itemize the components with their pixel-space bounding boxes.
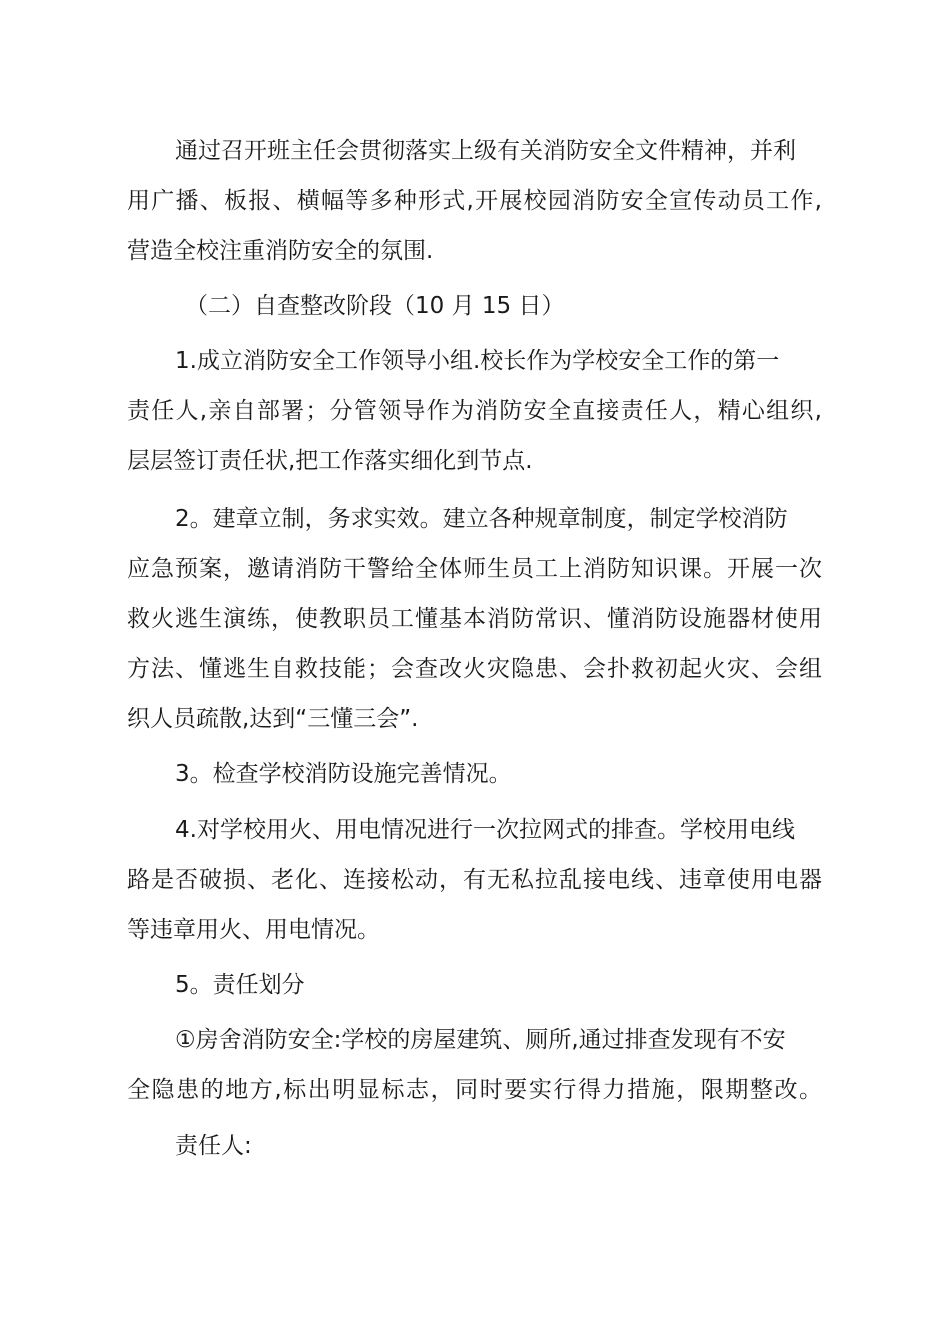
item-2-line-4: 方法、懂逃生自救技能；会查改火灾隐患、会扑救初起火灾、会组 (127, 656, 822, 682)
responsible-person-label: 责任人: (175, 1133, 252, 1159)
item-2-line-2: 应急预案，邀请消防干警给全体师生员工上消防知识课。开展一次 (127, 556, 822, 582)
item-5-sub-1-line-2: 全隐患的地方,标出明显标志，同时要实行得力措施，限期整改。 (127, 1077, 822, 1103)
item-4-line-2: 路是否破损、老化、连接松动，有无私拉乱接电线、违章使用电器 (127, 867, 822, 893)
paragraph-1-line-1: 通过召开班主任会贯彻落实上级有关消防安全文件精神，并利 (175, 138, 796, 164)
item-2-line-5: 织人员疏散,达到“三懂三会”. (127, 706, 419, 732)
item-5-sub-1-line-1: ①房舍消防安全:学校的房屋建筑、厕所,通过排查发现有不安 (175, 1027, 786, 1053)
item-3-line-1: 3。检查学校消防设施完善情况。 (175, 761, 512, 787)
paragraph-1-line-3: 营造全校注重消防安全的氛围. (127, 238, 434, 264)
item-4-line-3: 等违章用火、用电情况。 (127, 917, 380, 943)
item-1-line-2: 责任人,亲自部署；分管领导作为消防安全直接责任人，精心组织, (127, 398, 822, 424)
item-5-line-1: 5。责任划分 (175, 972, 305, 998)
section-heading-2: （二）自查整改阶段（10 月 15 日） (185, 293, 565, 319)
paragraph-1-line-2: 用广播、板报、横幅等多种形式,开展校园消防安全宣传动员工作, (127, 188, 822, 214)
item-1-line-1: 1.成立消防安全工作领导小组.校长作为学校安全工作的第一 (175, 348, 780, 374)
item-1-line-3: 层层签订责任状,把工作落实细化到节点. (127, 448, 533, 474)
item-4-line-1: 4.对学校用火、用电情况进行一次拉网式的排查。学校用电线 (175, 817, 795, 843)
item-2-line-1: 2。建章立制，务求实效。建立各种规章制度，制定学校消防 (175, 506, 788, 532)
item-2-line-3: 救火逃生演练，使教职员工懂基本消防常识、懂消防设施器材使用 (127, 606, 822, 632)
